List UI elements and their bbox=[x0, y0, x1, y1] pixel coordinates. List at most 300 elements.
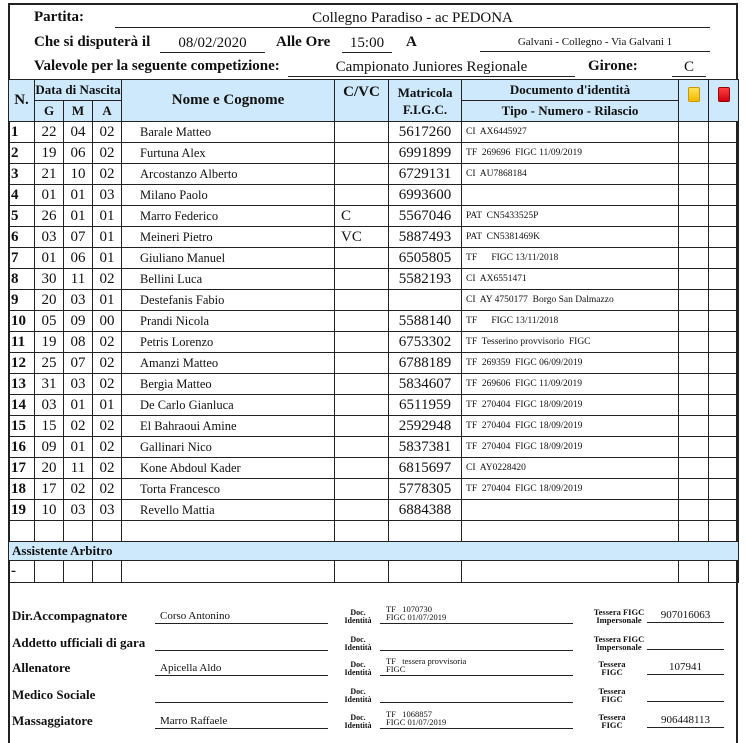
doc-identita-label bbox=[338, 636, 378, 652]
table-row bbox=[9, 206, 739, 227]
data-field[interactable]: 08/02/2020 bbox=[160, 34, 265, 53]
staff-doc-field[interactable] bbox=[380, 684, 573, 703]
assistente-a[interactable] bbox=[93, 561, 122, 583]
birth-month[interactable]: 04 bbox=[64, 122, 93, 143]
player-name[interactable] bbox=[122, 521, 335, 542]
staff-name-field[interactable]: Apicella Aldo bbox=[155, 660, 328, 676]
birth-month[interactable] bbox=[64, 521, 93, 542]
yellow-card-cell[interactable] bbox=[679, 290, 709, 311]
birth-month[interactable]: 02 bbox=[64, 416, 93, 437]
player-num: 15 bbox=[9, 416, 35, 437]
red-card-cell[interactable] bbox=[709, 311, 739, 332]
captain-flag[interactable] bbox=[335, 395, 389, 416]
matricola-figc[interactable]: 6993600 bbox=[389, 185, 462, 206]
player-num: 12 bbox=[9, 353, 35, 374]
tessera-figc-field[interactable]: 107941 bbox=[647, 660, 724, 675]
birth-day[interactable]: 10 bbox=[35, 500, 64, 521]
player-name[interactable]: Revello Mattia bbox=[122, 500, 335, 521]
red-card-cell[interactable] bbox=[709, 500, 739, 521]
yellow-card-cell[interactable] bbox=[679, 416, 709, 437]
matricola-figc[interactable]: 5588140 bbox=[389, 311, 462, 332]
competizione-field[interactable]: Campionato Juniores Regionale bbox=[288, 58, 575, 77]
birth-month[interactable]: 02 bbox=[64, 479, 93, 500]
assistente-g[interactable] bbox=[35, 561, 64, 583]
id-document[interactable]: TF 270404 FIGC 18/09/2019 bbox=[462, 395, 679, 416]
id-document[interactable] bbox=[462, 521, 679, 542]
tessera-label-line2: FIGC bbox=[601, 720, 623, 730]
col-red-card-header bbox=[709, 80, 739, 122]
birth-year[interactable]: 02 bbox=[93, 458, 122, 479]
birth-year[interactable]: 02 bbox=[93, 374, 122, 395]
captain-flag[interactable] bbox=[335, 143, 389, 164]
player-num: 18 bbox=[9, 479, 35, 500]
assistente-red-card[interactable] bbox=[709, 561, 739, 583]
birth-year[interactable]: 02 bbox=[93, 143, 122, 164]
red-card-icon bbox=[718, 87, 730, 102]
matricola-figc[interactable]: 5778305 bbox=[389, 479, 462, 500]
red-card-cell[interactable] bbox=[709, 479, 739, 500]
id-document[interactable]: TF 269359 FIGC 06/09/2019 bbox=[462, 353, 679, 374]
birth-month[interactable]: 08 bbox=[64, 332, 93, 353]
tessera-label-line2: Impersonale bbox=[596, 615, 642, 625]
tessera-label-line1: Tessera bbox=[598, 659, 626, 669]
table-row bbox=[9, 248, 739, 269]
doc-label-line2: Identità bbox=[344, 668, 372, 677]
player-num: 7 bbox=[9, 248, 35, 269]
matricola-figc[interactable]: 5582193 bbox=[389, 269, 462, 290]
yellow-card-cell[interactable] bbox=[679, 395, 709, 416]
red-card-cell[interactable] bbox=[709, 206, 739, 227]
yellow-card-cell[interactable] bbox=[679, 479, 709, 500]
yellow-card-cell[interactable] bbox=[679, 206, 709, 227]
player-num: 5 bbox=[9, 206, 35, 227]
tessera-label-line1: Tessera FIGC bbox=[593, 634, 645, 644]
birth-year[interactable]: 02 bbox=[93, 479, 122, 500]
birth-day[interactable]: 30 bbox=[35, 269, 64, 290]
birth-day[interactable]: 26 bbox=[35, 206, 64, 227]
doc-identita-label bbox=[338, 714, 378, 730]
tessera-figc-field[interactable]: 906448113 bbox=[647, 713, 724, 728]
col-yellow-card-header bbox=[679, 80, 709, 122]
col-m-header: M bbox=[64, 101, 93, 122]
yellow-card-cell[interactable] bbox=[679, 521, 709, 542]
birth-day[interactable]: 03 bbox=[35, 227, 64, 248]
assistente-m[interactable] bbox=[64, 561, 93, 583]
luogo-field[interactable]: Galvani - Collegno - Via Galvani 1 bbox=[480, 33, 710, 52]
captain-flag[interactable] bbox=[335, 458, 389, 479]
col-g-header: G bbox=[35, 101, 64, 122]
birth-year[interactable]: 02 bbox=[93, 164, 122, 185]
captain-flag[interactable] bbox=[335, 353, 389, 374]
data-label: Che si disputerà il bbox=[34, 34, 151, 50]
birth-day[interactable]: 15 bbox=[35, 416, 64, 437]
yellow-card-cell[interactable] bbox=[679, 311, 709, 332]
staff-doc-field[interactable] bbox=[380, 605, 573, 624]
id-document[interactable]: CI AY 4750177 Borgo San Dalmazzo bbox=[462, 290, 679, 311]
tessera-figc-label bbox=[583, 608, 655, 624]
birth-month[interactable]: 11 bbox=[64, 269, 93, 290]
captain-flag[interactable] bbox=[335, 290, 389, 311]
matricola-header-line1: Matricola bbox=[397, 84, 453, 100]
staff-doc-field[interactable] bbox=[380, 632, 573, 651]
yellow-card-cell[interactable] bbox=[679, 269, 709, 290]
matricola-figc[interactable]: 6753302 bbox=[389, 332, 462, 353]
player-name[interactable]: Arcostanzo Alberto bbox=[122, 164, 335, 185]
birth-month[interactable]: 01 bbox=[64, 185, 93, 206]
birth-day[interactable]: 25 bbox=[35, 353, 64, 374]
players-table bbox=[8, 79, 739, 583]
matricola-figc[interactable]: 6991899 bbox=[389, 143, 462, 164]
staff-doc-field[interactable] bbox=[380, 657, 573, 676]
birth-month[interactable]: 06 bbox=[64, 248, 93, 269]
doc-line1: TF tessera provvisoria bbox=[386, 656, 467, 666]
col-matricola-header bbox=[389, 80, 462, 122]
birth-month[interactable]: 11 bbox=[64, 458, 93, 479]
doc-identita-label bbox=[338, 661, 378, 677]
birth-day[interactable] bbox=[35, 521, 64, 542]
matricola-figc[interactable]: 5617260 bbox=[389, 122, 462, 143]
assistente-yellow-card[interactable] bbox=[679, 561, 709, 583]
doc-label-line1: Doc. bbox=[350, 713, 366, 722]
id-document[interactable]: TF Tesserino provvisorio FIGC bbox=[462, 332, 679, 353]
matricola-figc[interactable]: 5887493 bbox=[389, 227, 462, 248]
staff-role-label: Allenatore bbox=[12, 660, 71, 675]
red-card-cell[interactable] bbox=[709, 353, 739, 374]
red-card-cell[interactable] bbox=[709, 437, 739, 458]
yellow-card-cell[interactable] bbox=[679, 458, 709, 479]
birth-day[interactable]: 19 bbox=[35, 332, 64, 353]
matricola-figc[interactable]: 2592948 bbox=[389, 416, 462, 437]
staff-role-label: Massaggiatore bbox=[12, 713, 93, 728]
player-name[interactable]: Bellini Luca bbox=[122, 269, 335, 290]
birth-year[interactable]: 02 bbox=[93, 332, 122, 353]
staff-name-field[interactable]: Corso Antonino bbox=[155, 608, 328, 624]
assistente-doc[interactable] bbox=[462, 561, 679, 583]
matricola-figc[interactable] bbox=[389, 521, 462, 542]
red-card-cell[interactable] bbox=[709, 521, 739, 542]
birth-year[interactable]: 01 bbox=[93, 290, 122, 311]
table-row bbox=[9, 437, 739, 458]
col-tipo-header: Tipo - Numero - Rilascio bbox=[462, 101, 679, 122]
doc-line2: FIGC 01/07/2019 bbox=[386, 612, 447, 622]
matricola-figc[interactable]: 6505805 bbox=[389, 248, 462, 269]
tessera-figc-label bbox=[576, 660, 648, 676]
red-card-cell[interactable] bbox=[709, 395, 739, 416]
matricola-figc[interactable] bbox=[389, 290, 462, 311]
birth-day[interactable]: 09 bbox=[35, 437, 64, 458]
matricola-header-line2: F.I.G.C. bbox=[402, 101, 448, 117]
player-name[interactable]: De Carlo Gianluca bbox=[122, 395, 335, 416]
yellow-card-cell[interactable] bbox=[679, 248, 709, 269]
birth-day[interactable]: 20 bbox=[35, 290, 64, 311]
player-name[interactable]: Gallinari Nico bbox=[122, 437, 335, 458]
birth-day[interactable]: 01 bbox=[35, 185, 64, 206]
matricola-figc[interactable]: 5837381 bbox=[389, 437, 462, 458]
yellow-card-cell[interactable] bbox=[679, 143, 709, 164]
player-num: 16 bbox=[9, 437, 35, 458]
id-document[interactable]: CI AX6445927 bbox=[462, 122, 679, 143]
partita-label: Partita: bbox=[34, 9, 84, 25]
captain-flag[interactable]: VC bbox=[335, 227, 389, 248]
matricola-figc[interactable]: 6815697 bbox=[389, 458, 462, 479]
birth-month[interactable]: 09 bbox=[64, 311, 93, 332]
player-num: 19 bbox=[9, 500, 35, 521]
table-row bbox=[9, 416, 739, 437]
yellow-card-cell[interactable] bbox=[679, 164, 709, 185]
birth-day[interactable]: 17 bbox=[35, 479, 64, 500]
birth-month[interactable]: 01 bbox=[64, 437, 93, 458]
birth-year[interactable]: 01 bbox=[93, 206, 122, 227]
red-card-cell[interactable] bbox=[709, 332, 739, 353]
table-row bbox=[9, 122, 739, 143]
birth-month[interactable]: 10 bbox=[64, 164, 93, 185]
player-name[interactable]: Giuliano Manuel bbox=[122, 248, 335, 269]
col-num-header: N. bbox=[9, 80, 35, 122]
birth-year[interactable]: 01 bbox=[93, 248, 122, 269]
birth-month[interactable]: 01 bbox=[64, 395, 93, 416]
red-card-cell[interactable] bbox=[709, 164, 739, 185]
birth-year[interactable]: 01 bbox=[93, 227, 122, 248]
col-data-nascita-header: Data di Nascita bbox=[35, 80, 122, 101]
birth-day[interactable]: 19 bbox=[35, 143, 64, 164]
table-row bbox=[9, 143, 739, 164]
player-name[interactable]: Milano Paolo bbox=[122, 185, 335, 206]
doc-label-line1: Doc. bbox=[350, 608, 366, 617]
birth-year[interactable]: 02 bbox=[93, 416, 122, 437]
assistente-nome[interactable] bbox=[122, 561, 335, 583]
yellow-card-cell[interactable] bbox=[679, 437, 709, 458]
player-name[interactable]: Torta Francesco bbox=[122, 479, 335, 500]
assistente-cvc[interactable] bbox=[335, 561, 389, 583]
doc-line2: FIGC bbox=[386, 664, 406, 674]
captain-flag[interactable] bbox=[335, 269, 389, 290]
yellow-card-cell[interactable] bbox=[679, 332, 709, 353]
captain-flag[interactable] bbox=[335, 437, 389, 458]
birth-year[interactable]: 03 bbox=[93, 500, 122, 521]
col-documento-header: Documento d'identità bbox=[462, 80, 679, 101]
red-card-cell[interactable] bbox=[709, 122, 739, 143]
matricola-figc[interactable]: 6788189 bbox=[389, 353, 462, 374]
assistente-arbitro-section: Assistente Arbitro bbox=[9, 542, 739, 561]
birth-month[interactable]: 03 bbox=[64, 290, 93, 311]
partita-field[interactable]: Collegno Paradiso - ac PEDONA bbox=[115, 9, 710, 28]
assistente-num: - bbox=[9, 561, 35, 583]
player-num: 17 bbox=[9, 458, 35, 479]
table-row bbox=[9, 374, 739, 395]
red-card-cell[interactable] bbox=[709, 416, 739, 437]
col-nome-header: Nome e Cognome bbox=[122, 80, 335, 122]
doc-label-line2: Identità bbox=[344, 643, 372, 652]
captain-flag[interactable] bbox=[335, 164, 389, 185]
player-name[interactable]: Kone Abdoul Kader bbox=[122, 458, 335, 479]
birth-day[interactable]: 03 bbox=[35, 395, 64, 416]
birth-year[interactable]: 00 bbox=[93, 311, 122, 332]
doc-line1: TF 1068857 bbox=[386, 709, 433, 719]
red-card-cell[interactable] bbox=[709, 248, 739, 269]
player-num: 1 bbox=[9, 122, 35, 143]
player-name[interactable]: El Bahraoui Amine bbox=[122, 416, 335, 437]
tessera-label-line2: FIGC bbox=[601, 694, 623, 704]
captain-flag[interactable] bbox=[335, 122, 389, 143]
doc-label-line2: Identità bbox=[344, 695, 372, 704]
birth-day[interactable]: 05 bbox=[35, 311, 64, 332]
red-card-cell[interactable] bbox=[709, 458, 739, 479]
player-name[interactable]: Barale Matteo bbox=[122, 122, 335, 143]
luogo-label: A bbox=[406, 34, 417, 50]
staff-doc-field[interactable] bbox=[380, 710, 573, 729]
red-card-cell[interactable] bbox=[709, 143, 739, 164]
birth-year[interactable] bbox=[93, 521, 122, 542]
birth-day[interactable]: 31 bbox=[35, 374, 64, 395]
player-num: 9 bbox=[9, 290, 35, 311]
tessera-label-line1: Tessera bbox=[598, 712, 626, 722]
tessera-figc-field[interactable] bbox=[647, 687, 724, 702]
player-num: 3 bbox=[9, 164, 35, 185]
matricola-figc[interactable]: 6884388 bbox=[389, 500, 462, 521]
table-row bbox=[9, 500, 739, 521]
tessera-figc-field[interactable]: 907016063 bbox=[647, 608, 724, 623]
captain-flag[interactable] bbox=[335, 416, 389, 437]
birth-day[interactable]: 01 bbox=[35, 248, 64, 269]
tessera-figc-label bbox=[583, 635, 655, 651]
captain-flag[interactable] bbox=[335, 185, 389, 206]
matricola-figc[interactable]: 5567046 bbox=[389, 206, 462, 227]
id-document[interactable]: TF 270404 FIGC 18/09/2019 bbox=[462, 437, 679, 458]
red-card-cell[interactable] bbox=[709, 374, 739, 395]
staff-name-field[interactable] bbox=[155, 635, 328, 651]
birth-year[interactable]: 02 bbox=[93, 122, 122, 143]
doc-label-line1: Doc. bbox=[350, 660, 366, 669]
id-document[interactable]: PAT CN5381469K bbox=[462, 227, 679, 248]
player-num bbox=[9, 521, 35, 542]
girone-label: Girone: bbox=[588, 58, 638, 74]
id-document[interactable]: TF 269606 FIGC 11/09/2019 bbox=[462, 374, 679, 395]
player-name[interactable]: Meineri Pietro bbox=[122, 227, 335, 248]
doc-label-line1: Doc. bbox=[350, 635, 366, 644]
matricola-figc[interactable]: 6729131 bbox=[389, 164, 462, 185]
tessera-figc-label bbox=[576, 713, 648, 729]
birth-year[interactable]: 02 bbox=[93, 353, 122, 374]
matricola-figc[interactable]: 6511959 bbox=[389, 395, 462, 416]
birth-day[interactable]: 20 bbox=[35, 458, 64, 479]
table-row bbox=[9, 332, 739, 353]
doc-label-line2: Identità bbox=[344, 721, 372, 730]
captain-flag[interactable] bbox=[335, 248, 389, 269]
id-document[interactable]: TF 270404 FIGC 18/09/2019 bbox=[462, 479, 679, 500]
id-document[interactable]: TF FIGC 13/11/2018 bbox=[462, 311, 679, 332]
doc-identita-label bbox=[338, 688, 378, 704]
table-row bbox=[9, 227, 739, 248]
birth-month[interactable]: 01 bbox=[64, 206, 93, 227]
birth-month[interactable]: 07 bbox=[64, 227, 93, 248]
table-row bbox=[9, 311, 739, 332]
staff-name-field[interactable] bbox=[155, 687, 328, 703]
yellow-card-cell[interactable] bbox=[679, 353, 709, 374]
captain-flag[interactable] bbox=[335, 521, 389, 542]
player-num: 6 bbox=[9, 227, 35, 248]
player-num: 8 bbox=[9, 269, 35, 290]
id-document[interactable] bbox=[462, 500, 679, 521]
id-document[interactable]: CI AY0228420 bbox=[462, 458, 679, 479]
tessera-label-line1: Tessera FIGC bbox=[593, 607, 645, 617]
yellow-card-cell[interactable] bbox=[679, 122, 709, 143]
birth-year[interactable]: 02 bbox=[93, 269, 122, 290]
birth-day[interactable]: 22 bbox=[35, 122, 64, 143]
ore-field[interactable]: 15:00 bbox=[342, 34, 392, 53]
player-name[interactable]: Marro Federico bbox=[122, 206, 335, 227]
assistente-row bbox=[9, 561, 739, 583]
id-document[interactable]: TF 270404 FIGC 18/09/2019 bbox=[462, 416, 679, 437]
player-num: 10 bbox=[9, 311, 35, 332]
id-document[interactable]: TF 269696 FIGC 11/09/2019 bbox=[462, 143, 679, 164]
assistente-matricola[interactable] bbox=[389, 561, 462, 583]
doc-label-line2: Identità bbox=[344, 616, 372, 625]
birth-year[interactable]: 01 bbox=[93, 395, 122, 416]
captain-flag[interactable] bbox=[335, 500, 389, 521]
id-document[interactable]: PAT CN5433525P bbox=[462, 206, 679, 227]
id-document[interactable]: CI AX6551471 bbox=[462, 269, 679, 290]
yellow-card-cell[interactable] bbox=[679, 185, 709, 206]
player-num: 11 bbox=[9, 332, 35, 353]
yellow-card-cell[interactable] bbox=[679, 374, 709, 395]
id-document[interactable] bbox=[462, 185, 679, 206]
tessera-figc-label bbox=[576, 687, 648, 703]
captain-flag[interactable]: C bbox=[335, 206, 389, 227]
yellow-card-cell[interactable] bbox=[679, 500, 709, 521]
table-row bbox=[9, 395, 739, 416]
red-card-cell[interactable] bbox=[709, 290, 739, 311]
player-name[interactable]: Prandi Nicola bbox=[122, 311, 335, 332]
player-num: 13 bbox=[9, 374, 35, 395]
birth-month[interactable]: 06 bbox=[64, 143, 93, 164]
doc-identita-label bbox=[338, 609, 378, 625]
table-row bbox=[9, 521, 739, 542]
birth-year[interactable]: 02 bbox=[93, 437, 122, 458]
player-name[interactable]: Petris Lorenzo bbox=[122, 332, 335, 353]
captain-flag[interactable] bbox=[335, 311, 389, 332]
yellow-card-icon bbox=[688, 87, 700, 102]
birth-month[interactable]: 03 bbox=[64, 500, 93, 521]
player-num: 2 bbox=[9, 143, 35, 164]
birth-year[interactable]: 03 bbox=[93, 185, 122, 206]
id-document[interactable]: CI AU7868184 bbox=[462, 164, 679, 185]
girone-field[interactable]: C bbox=[672, 58, 706, 77]
birth-month[interactable]: 03 bbox=[64, 374, 93, 395]
red-card-cell[interactable] bbox=[709, 185, 739, 206]
yellow-card-cell[interactable] bbox=[679, 227, 709, 248]
captain-flag[interactable] bbox=[335, 332, 389, 353]
red-card-cell[interactable] bbox=[709, 227, 739, 248]
birth-month[interactable]: 07 bbox=[64, 353, 93, 374]
player-name[interactable]: Bergia Matteo bbox=[122, 374, 335, 395]
player-name[interactable]: Destefanis Fabio bbox=[122, 290, 335, 311]
captain-flag[interactable] bbox=[335, 479, 389, 500]
id-document[interactable]: TF FIGC 13/11/2018 bbox=[462, 248, 679, 269]
table-row bbox=[9, 353, 739, 374]
birth-day[interactable]: 21 bbox=[35, 164, 64, 185]
doc-line1: TF 1070730 bbox=[386, 604, 433, 614]
player-name[interactable]: Amanzi Matteo bbox=[122, 353, 335, 374]
matricola-figc[interactable]: 5834607 bbox=[389, 374, 462, 395]
tessera-figc-field[interactable] bbox=[647, 635, 724, 650]
table-row bbox=[9, 458, 739, 479]
player-name[interactable]: Furtuna Alex bbox=[122, 143, 335, 164]
red-card-cell[interactable] bbox=[709, 269, 739, 290]
captain-flag[interactable] bbox=[335, 374, 389, 395]
staff-name-field[interactable]: Marro Raffaele bbox=[155, 713, 328, 729]
doc-label-line1: Doc. bbox=[350, 687, 366, 696]
table-row bbox=[9, 185, 739, 206]
